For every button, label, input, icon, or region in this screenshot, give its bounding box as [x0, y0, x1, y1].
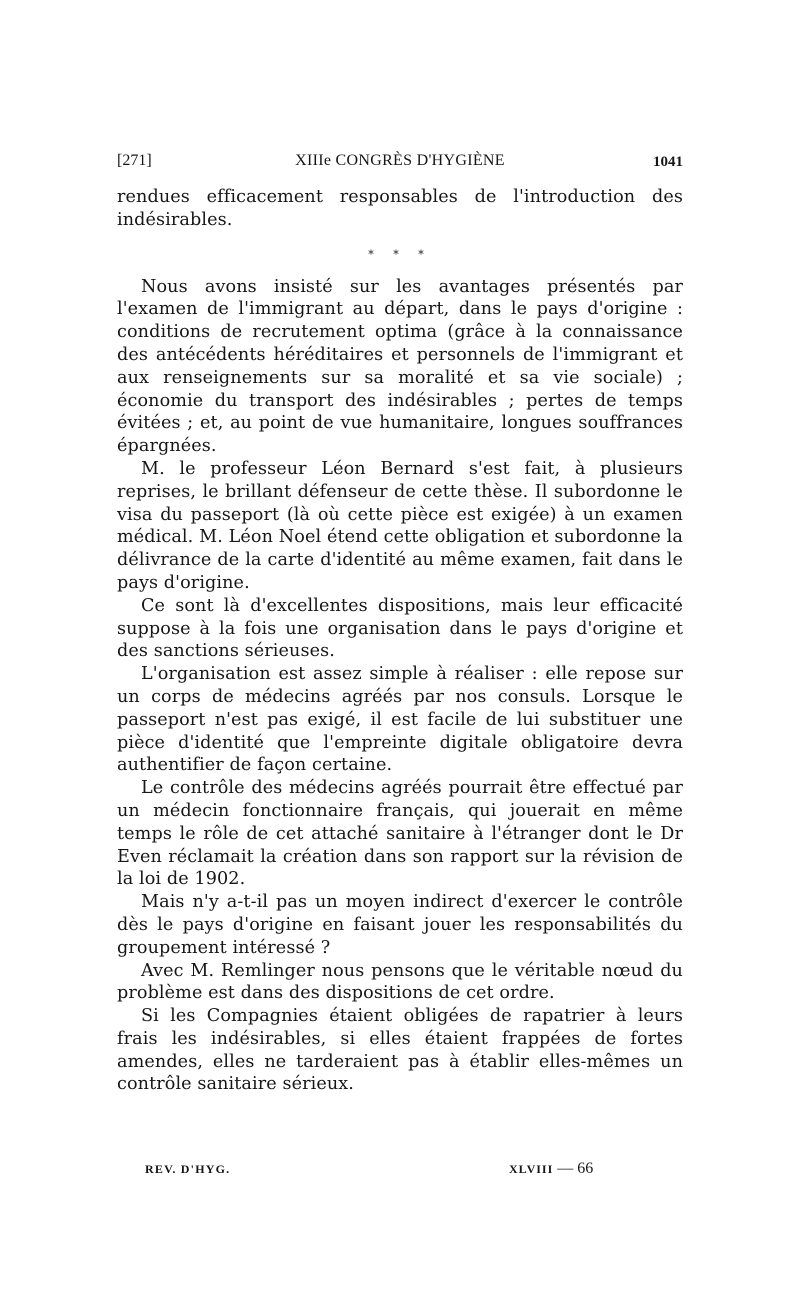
- paragraph-6: Mais n'y a-t-il pas un moyen indirect d'exercer le contrôle dès le pays d'origine en faisant jouer les responsabilités du groupement intéressé ?: [117, 892, 683, 958]
- running-title: XIIIe CONGRÈS D'HYGIÈNE: [295, 152, 505, 169]
- paragraph-1: Nous avons insisté sur les avantages présentés par l'examen de l'immigrant au départ, dans le pays d'origine : conditions de recrutement optima (grâce à la connaissance des antécédents héréditaires et personnels de l'immigrant et aux renseignements sur sa moralité et sa vie sociale) ; économie du transport des indésirables ; pertes de temps évitées ; et, au point de vue humanitaire, longues souffrances épargnées.: [117, 276, 683, 457]
- section-asterism: [117, 247, 683, 261]
- signature-separator: —: [557, 1160, 574, 1177]
- page-number: 1041: [653, 154, 683, 170]
- continuation-paragraph: rendues efficacement responsables de l'introduction des indésirables.: [117, 187, 683, 230]
- asterism-mark: * * *: [368, 247, 432, 261]
- paragraph-2: M. le professeur Léon Bernard s'est fait, à plusieurs reprises, le brillant défenseur de cette thèse. Il subordonne le visa du passeport (là où cette pièce est exigée) à un examen médical. M. Léon Noel étend cette obligation et subordonne la délivrance de la carte d'identité au même examen, fait dans le pays d'origine.: [117, 458, 683, 593]
- running-header: [117, 152, 683, 176]
- paragraph-3: Ce sont là d'excellentes dispositions, mais leur efficacité suppose à la fois une organisation dans le pays d'origine et des sanctions sérieuses.: [117, 595, 683, 662]
- page-footer: [117, 1160, 683, 1182]
- paragraph-5: Le contrôle des médecins agréés pourrait être effectué par un médecin fonctionnaire français, qui jouerait en même temps le rôle de cet attaché sanitaire à l'étranger dont le Dr Even réclamait la création dans son rapport sur la révision de la loi de 1902.: [117, 778, 683, 890]
- volume-signature: [509, 1160, 593, 1178]
- page-reference: [271]: [117, 152, 152, 169]
- volume-number: XLVIII: [509, 1162, 554, 1176]
- paragraph-8: Si les Compagnies étaient obligées de rapatrier à leurs frais les indésirables, si elles étaient frappées de fortes amendes, elles ne tarderaient pas à établir elles-mêmes un contrôle sanitaire sérieux.: [117, 1006, 683, 1095]
- journal-signature: REV. D'HYG.: [145, 1162, 231, 1176]
- article-body: [117, 186, 683, 1096]
- sheet-number: 66: [577, 1160, 594, 1177]
- paragraph-4: L'organisation est assez simple à réaliser : elle repose sur un corps de médecins agréés par nos consuls. Lorsque le passeport n'est pas exigé, il est facile de lui substituer une pièce d'identité que l'empreinte digitale obligatoire devra authentifier de façon certaine.: [117, 664, 683, 776]
- paragraph-7: Avec M. Remlinger nous pensons que le véritable nœud du problème est dans des dispositions de cet ordre.: [117, 960, 683, 1004]
